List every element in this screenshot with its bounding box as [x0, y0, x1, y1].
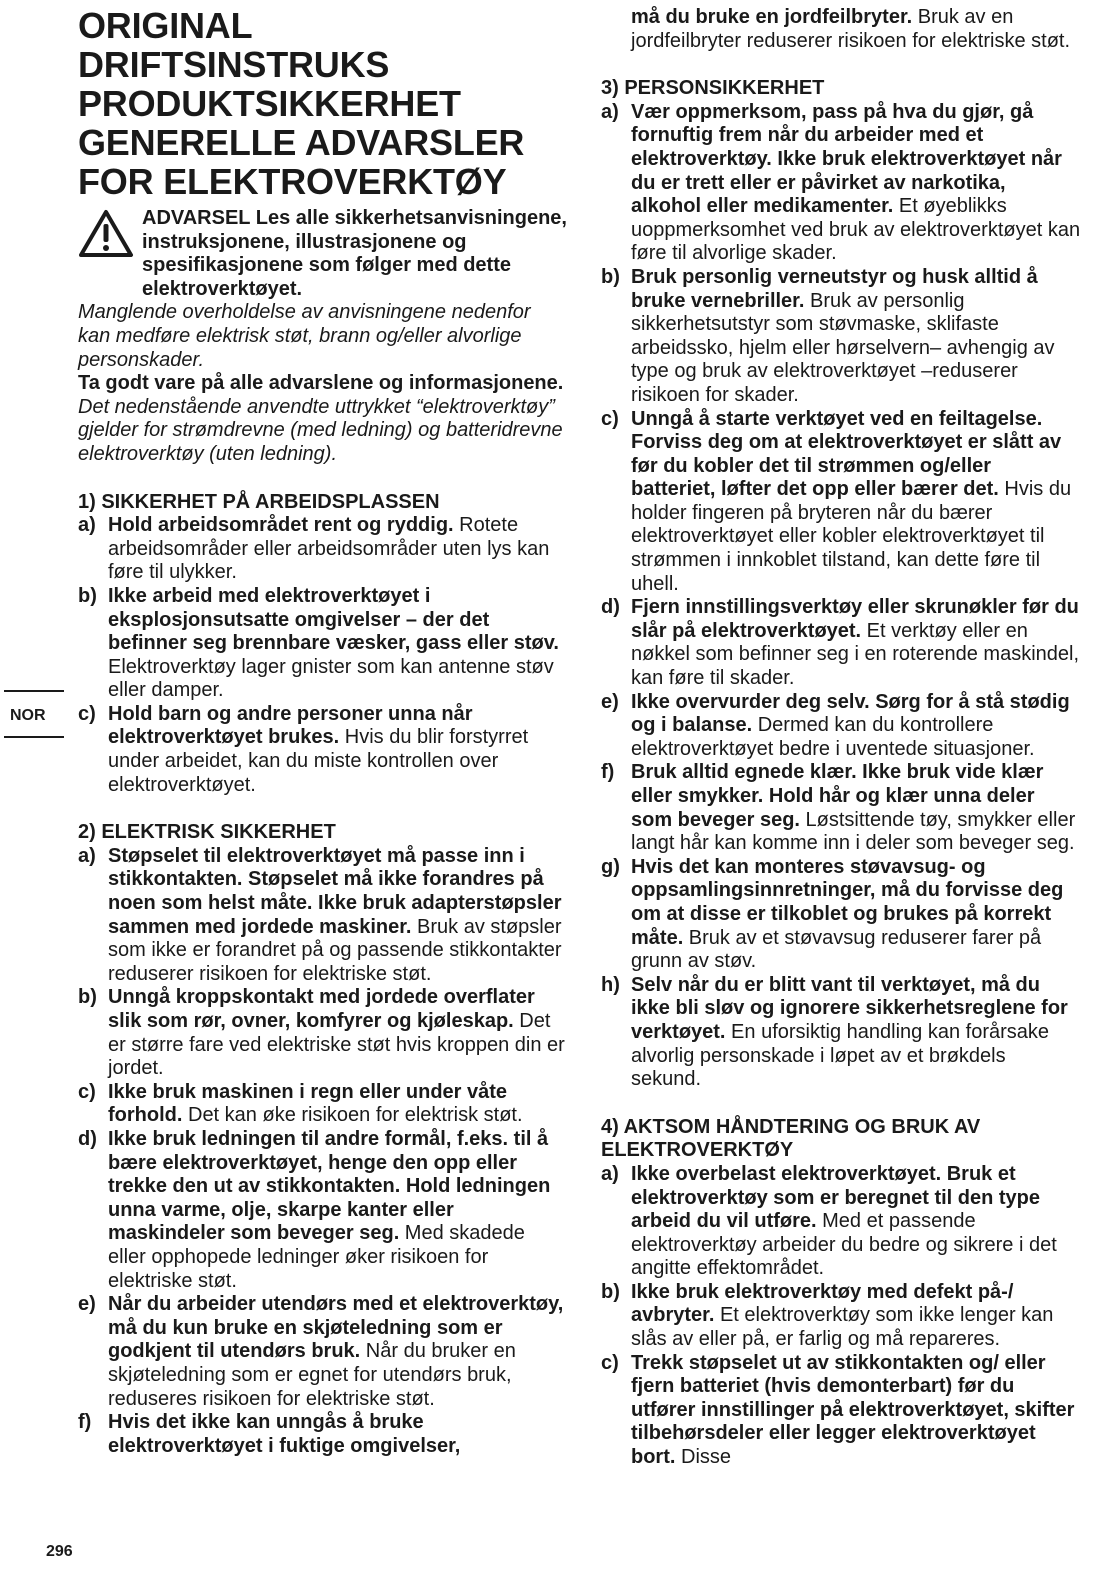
list-item: f) Bruk alltid egnede klær. Ikke bruk vide klær eller smykker. Hold hår og klær unna deler som beveger seg. Løstsittende tøy, smykker eller langt hår kan komme inn i deler som beveger seg.	[601, 761, 1076, 855]
list-item: d) Ikke bruk ledningen til andre formål, f.eks. til å bære elektroverktøyet, henge den opp eller trekke den ut av stikkontakten. Hold ledningen unna varme, olje, skarpe kanter eller maskindeler som beveger seg. Med skadede eller opphopede ledninger øker risikoen for elektriske støt.	[78, 1127, 551, 1292]
warning-keep: Ta godt vare på alle advarslene og informasjonene.	[78, 372, 564, 395]
title-line: ORIGINAL DRIFTSINSTRUKS	[78, 5, 390, 85]
list-item: c) Hold barn og andre personer unna når elektroverktøyet brukes. Hvis du blir forstyrret under arbeidet, kan du miste kontrollen over elektroverktøyet.	[78, 702, 529, 796]
list-item: g) Hvis det kan monteres støvavsug- og oppsamlingsinnretninger, må du forvisse deg om at disse er tilkoblet og brukes på korrekt måte. Bruk av et støvavsug reduserer farer på grunn av støv.	[601, 855, 1064, 973]
list-item: f) Hvis det ikke kan unngås å bruke elektroverktøyet i fuktige omgivelser,	[78, 1411, 461, 1457]
right-column	[601, 6, 1081, 1470]
list-item-continued: må du bruke en jordfeilbryter. Bruk av en jordfeilbryter reduserer risikoen for elektriske støt.	[631, 6, 1071, 52]
title-line: GENERELLE ADVARSLER	[78, 122, 525, 163]
title-line: FOR ELEKTROVERKTØY	[78, 161, 507, 202]
list-item: a) Ikke overbelast elektroverktøyet. Bruk et elektroverktøy som er beregnet til den type arbeid du vil utføre. Med et passende elektroverktøy arbeider du bedre og sikrere i det angitte effektområdet.	[601, 1162, 1057, 1280]
warning-definition: Det nedenstående anvendte uttrykket “elektroverktøy” gjelder for strømdrevne (med ledning) og batteridrevne elektroverktøy (uten ledning).	[78, 395, 563, 465]
list-item: d) Fjern innstillingsverktøy eller skrunøkler før du slår på elektroverktøyet. Et verktøy eller en nøkkel som befinner seg i en roterende maskindel, kan føre til skader.	[601, 596, 1080, 690]
warning-bold: Les alle sikkerhetsanvisningene, instruksjonene, illustrasjonene og spesifikasjonene som følger med dette elektroverktøyet.	[142, 207, 567, 300]
section-heading: 3) PERSONSIKKERHET	[601, 77, 825, 100]
section-heading: 2) ELEKTRISK SIKKERHET	[78, 821, 336, 844]
list-item: c) Trekk støpselet ut av stikkontakten og/ eller fjern batteriet (hvis demonterbart) før du utfører innstillinger på elektroverktøyet, skifter tilbehørsdeler eller legger elektroverktøyet bort. Disse	[601, 1351, 1075, 1469]
list-item: c) Unngå å starte verktøyet ved en feiltagelse. Forviss deg om at elektroverktøyet er slått av før du kobler det til strømmen og/eller batteriet, løfter det opp eller bærer det. Hvis du holder fingeren på bryteren når du bærer elektroverktøyet eller kobler elektroverktøyet til strømmen i innkoblet tilstand, kan dette føre til uhell.	[601, 407, 1072, 595]
list-item: e) Når du arbeider utendørs med et elektroverktøy, må du kun bruke en skjøteledning som er godkjent til utendørs bruk. Når du bruker en skjøteledning som er egnet for utendørs bruk, reduseres risikoen for elektriske støt.	[78, 1293, 564, 1410]
warning-block	[78, 207, 568, 467]
section-heading: 1) SIKKERHET PÅ ARBEIDSPLASSEN	[78, 490, 440, 513]
page-number: 296	[46, 1543, 73, 1560]
list-item: a) Støpselet til elektroverktøyet må passe inn i stikkontakten. Støpselet må ikke forandres på noen som helst måte. Ikke bruk adapterstøpsler sammen med jordede maskiner. Bruk av støpsler som ikke er forandret på og passende stikkontakter reduserer risikoen for elektriske støt.	[78, 844, 562, 985]
list-item: h) Selv når du er blitt vant til verktøyet, må du ikke bli sløv og ignorere sikkerhetsreglene for verktøyet. En uforsiktig handling kan forårsake alvorlig personskade i løpet av et brøkdels sekund.	[601, 973, 1068, 1091]
page-title	[78, 6, 568, 201]
list-item: b) Ikke bruk elektroverktøy med defekt på-/ avbryter. Et elektroverktøy som ikke lenger kan slås av eller på, er farlig og må repareres.	[601, 1280, 1054, 1351]
warning-label: ADVARSEL	[142, 207, 251, 229]
warning-triangle-icon	[78, 209, 134, 259]
section-heading: 4) AKTSOM HÅNDTERING OG BRUK AV ELEKTROVERKTØY	[601, 1115, 981, 1162]
list-item: b) Bruk personlig verneutstyr og husk alltid å bruke vernebriller. Bruk av personlig sikkerhetsutstyr som støvmaske, sklifaste arbeidssko, hjelm eller hørselvern– avhengig av type og bruk av elektroverktøyet –reduserer risikoen for skader.	[601, 265, 1055, 406]
list-item: a) Vær oppmerksom, pass på hva du gjør, gå fornuftig frem når du arbeider med et elektroverktøy. Ikke bruk elektroverktøyet når du er trett eller er påvirket av narkotika, alkohol eller medikamenter. Et øyeblikks uoppmerksomhet ved bruk av elektroverktøyet kan føre til alvorlige skader.	[601, 100, 1081, 265]
list-item: b) Ikke arbeid med elektroverktøyet i eksplosjonsutsatte omgivelser – der det befinner seg brennbare væsker, gass eller støv. Elektroverktøy lager gnister som kan antenne støv eller damper.	[78, 584, 559, 702]
warning-italic: Manglende overholdelse av anvisningene nedenfor kan medføre elektrisk støt, brann og/eller alvorlige personskader.	[78, 301, 531, 371]
language-tab: NOR	[4, 690, 64, 738]
left-column	[78, 0, 568, 1458]
list-item: c) Ikke bruk maskinen i regn eller under våte forhold. Det kan øke risikoen for elektrisk støt.	[78, 1080, 523, 1127]
list-item: b) Unngå kroppskontakt med jordede overflater slik som rør, ovner, komfyrer og kjøleskap. Det er større fare ved elektriske støt hvis kroppen din er jordet.	[78, 986, 565, 1080]
list-item: e) Ikke overvurder deg selv. Sørg for å stå stødig og i balanse. Dermed kan du kontrollere elektroverktøyet bedre i uventede situasjoner.	[601, 690, 1070, 760]
list-item: a) Hold arbeidsområdet rent og ryddig. Rotete arbeidsområder eller arbeidsområder uten lys kan føre til ulykker.	[78, 514, 550, 584]
title-line: PRODUKTSIKKERHET	[78, 83, 461, 124]
